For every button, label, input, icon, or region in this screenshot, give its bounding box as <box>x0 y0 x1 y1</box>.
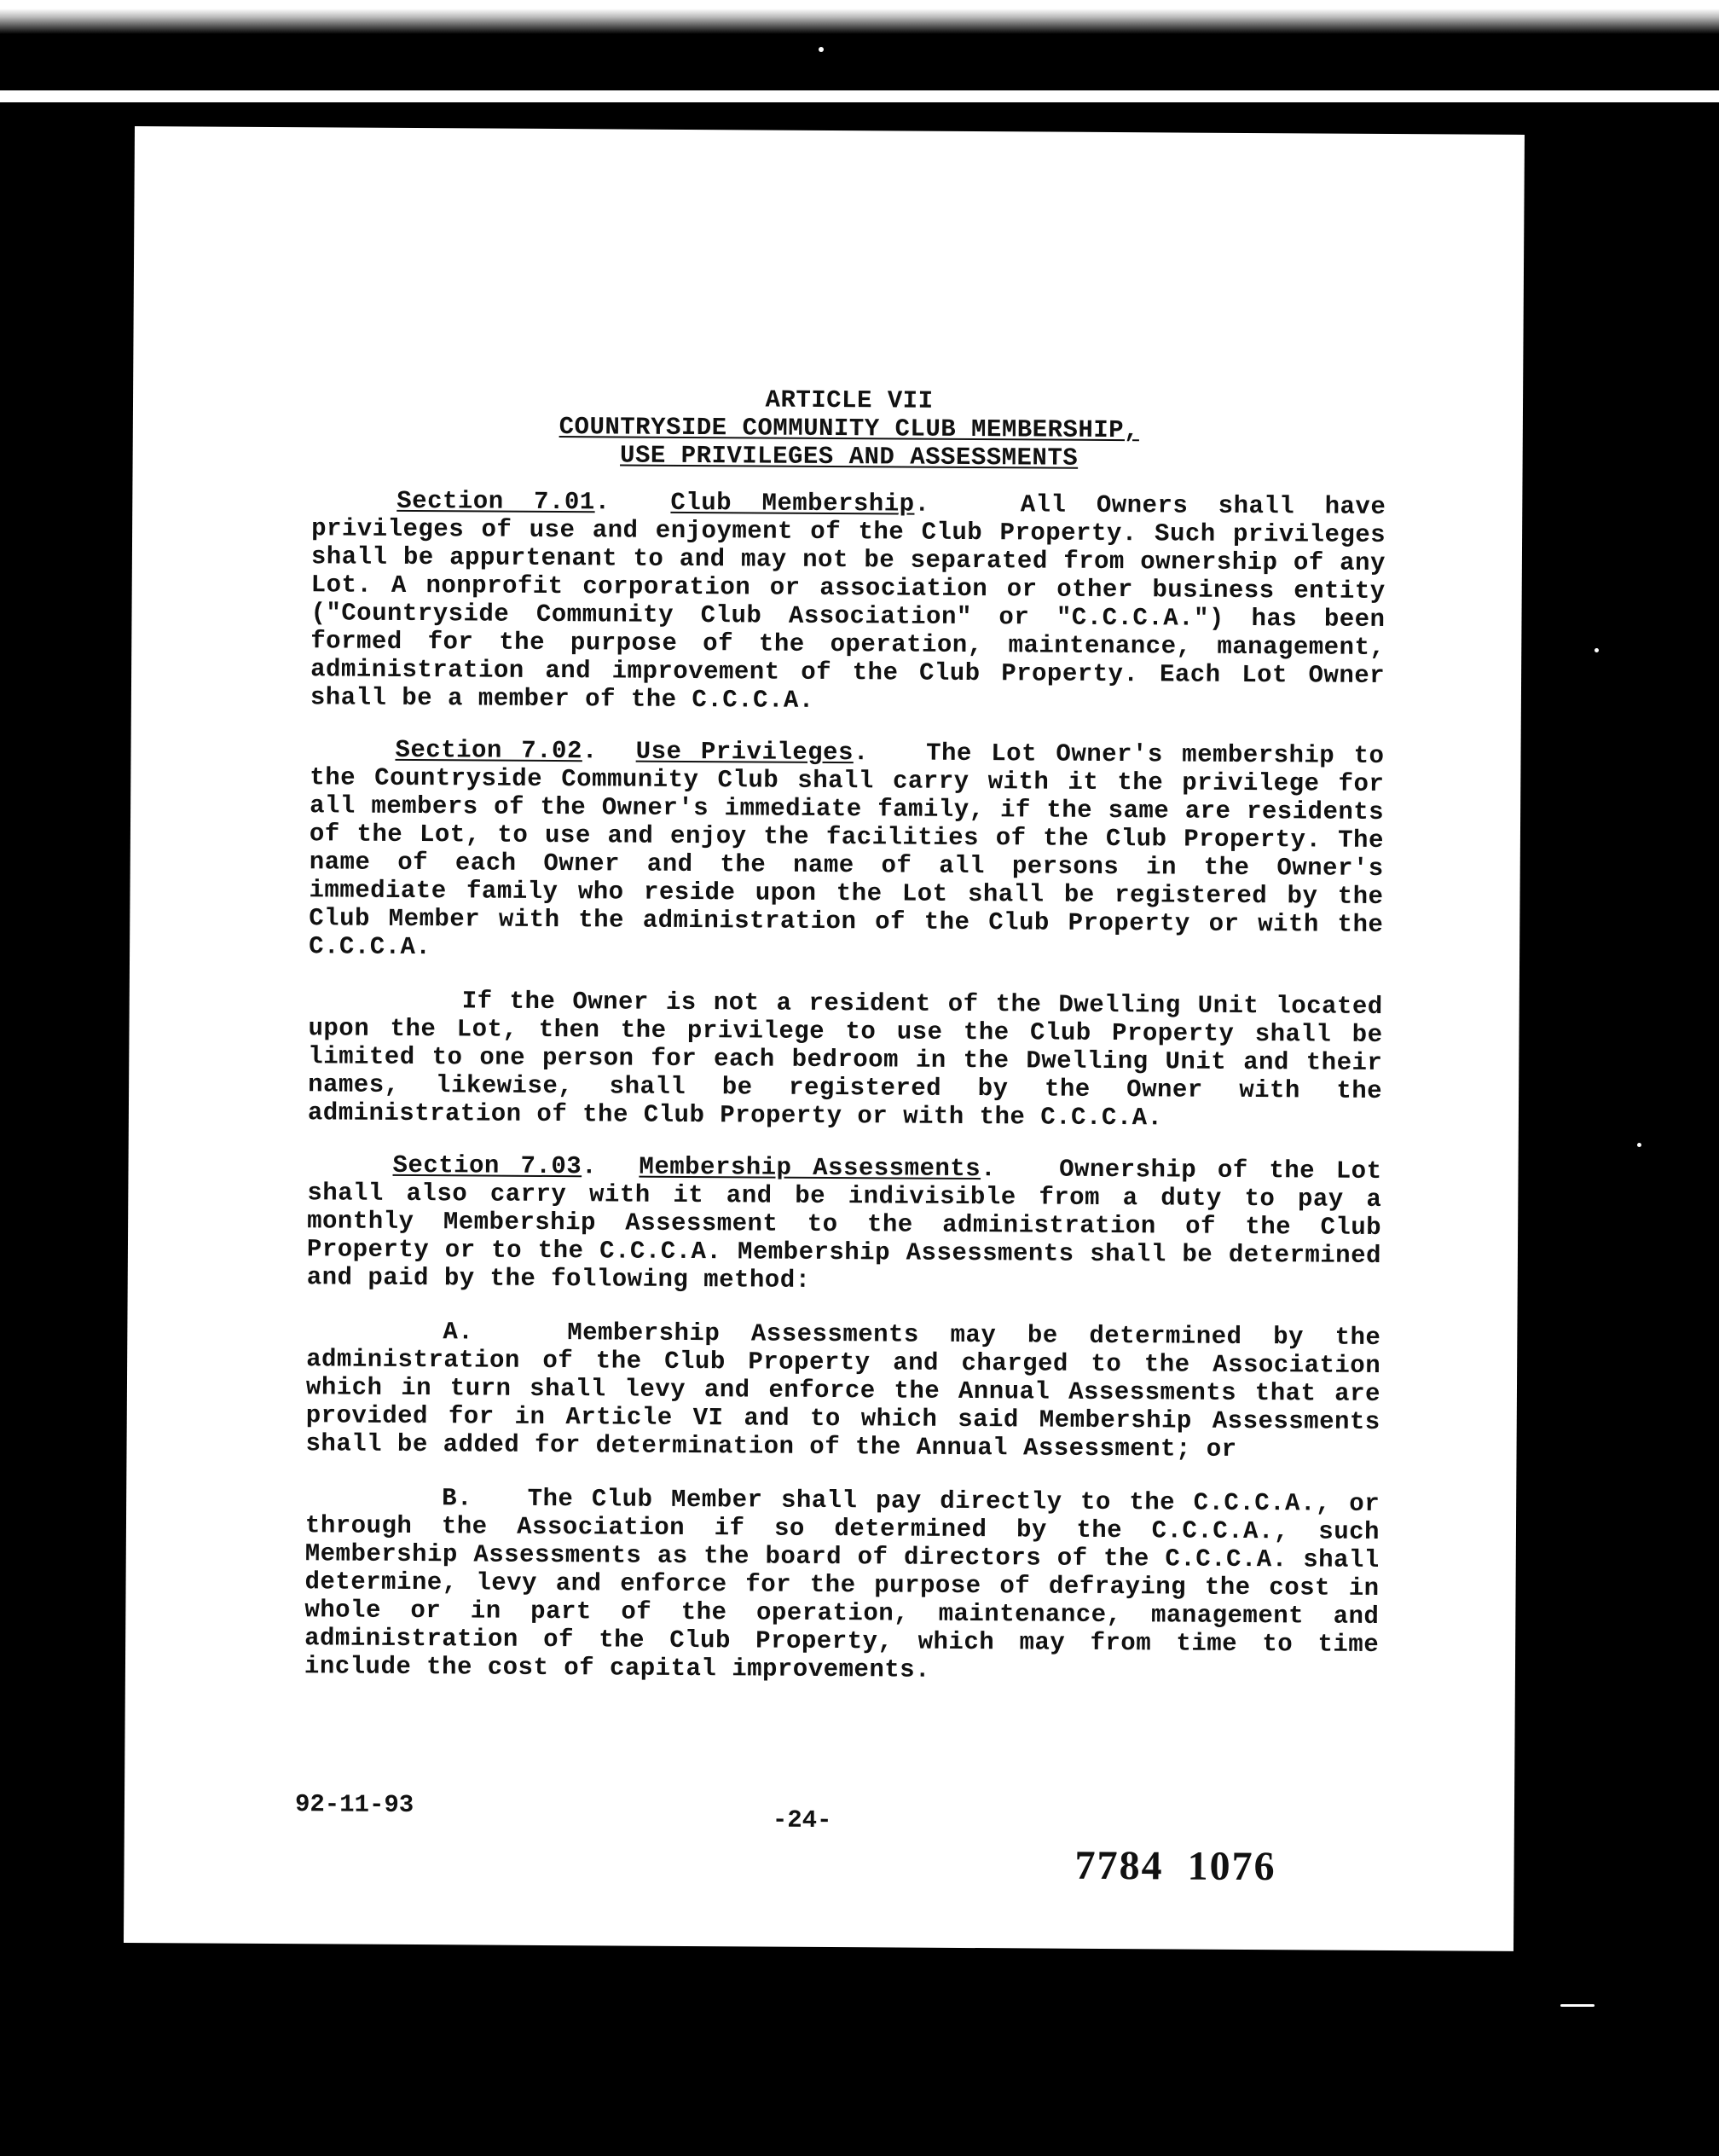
item-label: A. <box>443 1318 474 1347</box>
non-resident-paragraph: If the Owner is not a resident of the Dwelling Unit located upon the Lot, then the privilege to use the Club Property shall be limited to one person for each bedroom in the Dwelling Unit and their names, likewise, shall be registered by the Owner with the administration of the Club Property or with the C.C.C.A. <box>307 987 1383 1133</box>
section-number: Section 7.01 <box>396 486 595 517</box>
article-title-line-2: USE PRIVILEGES AND ASSESSMENTS <box>620 441 1079 472</box>
item-a <box>305 1317 1380 1464</box>
section-number: Section 7.02 <box>395 735 583 766</box>
document-page <box>124 126 1525 1951</box>
footer-date-code: 92-11-93 <box>294 1790 414 1820</box>
section-body: All Owners shall have privileges of use and enjoyment of the Club Property. Such privileges shall be appurtenant to and may not be separated from ownership of any Lot. A nonprofit corporation or association or other business entity ("Countryside Community Club Association" or "C.C.C.A.") has been formed for the purpose of the operation, maintenance, management, administration and improvement of the Club Property. Each Lot Owner shall be a member of the C.C.C.A. <box>310 490 1386 715</box>
article-number: ARTICLE VII <box>765 385 934 415</box>
footer-page-number: -24- <box>772 1805 832 1835</box>
section-title: Club Membership <box>670 488 915 519</box>
scan-speck <box>1595 648 1599 652</box>
scan-speck <box>1560 2004 1595 2007</box>
item-b <box>304 1483 1380 1687</box>
scan-top-rule <box>0 90 1719 102</box>
item-text: The Club Member shall pay directly to the C.C.C.A., or through the Association if so determined by the C.C.C.A., such Membership Assessments as the board of directors of the C.C.C.A. shall determine, levy and enforce for the purpose of defraying the cost in whole or in part of the operation, maintenance, management and administration of the Club Property, which may from time to time include the cost of capital improvements. <box>304 1484 1380 1684</box>
item-text: Membership Assessments may be determined by the administration of the Club Property and charged to the Association which in turn shall levy and enforce the Annual Assessments that are provided for in Article VI and to which said Membership Assessments shall be added for determination of the Annual Assessment; or <box>305 1319 1381 1463</box>
section-number: Section 7.03 <box>392 1150 582 1181</box>
section-7-03: Section 7.03. Membership Assessments. Ownership of the Lot shall also carry with it and be indivisible from a duty to pay a monthly Membership Assessment to the administration of the Club Property or to the C.C.C.A. Membership Assessments shall be determined and paid by the following method: <box>306 1150 1382 1295</box>
scan-top-edge <box>0 0 1719 34</box>
item-label: B. <box>442 1484 473 1513</box>
section-7-01: Section 7.01. Club Membership. All Owners shall have privileges of use and enjoyment of the Club Property. Such privileges shall be appurtenant to and may not be separated from ownership of any Lot. A nonprofit corporation or association or other business entity ("Countryside Community Club Association" or "C.C.C.A.") has been formed for the purpose of the operation, maintenance, management, administration and improvement of the Club Property. Each Lot Owner shall be a member of the C.C.C.A. <box>310 486 1386 715</box>
scan-speck <box>1637 1143 1641 1147</box>
section-body: The Lot Owner's membership to the Countryside Community Club shall carry with it the privilege for all members of the Owner's immediate family, if the same are residents of the Lot, to use and enjoy the facilities of the Club Property. The name of each Owner and the name of all persons in the Owner's immediate family who reside upon the Lot shall be registered by the Club Member with the administration of the Club Property or with the C.C.C.A. <box>309 739 1385 962</box>
section-title: Membership Assessments <box>639 1152 981 1184</box>
article-heading <box>312 383 1387 474</box>
document-body <box>304 383 1386 1711</box>
section-7-02: Section 7.02. Use Privileges. The Lot Owner's membership to the Countryside Community Club shall carry with it the privilege for all members of the Owner's immediate family, if the same are residents of the Lot, to use and enjoy the facilities of the Club Property. The name of each Owner and the name of all persons in the Owner's immediate family who reside upon the Lot shall be registered by the Club Member with the administration of the Club Property or with the C.C.C.A. <box>309 735 1385 962</box>
recording-stamp: 7784 1076 <box>1074 1842 1276 1890</box>
section-body: Ownership of the Lot shall also carry with it and be indivisible from a duty to pay a monthly Membership Assessment to the administration of the Club Property or to the C.C.C.A. Membership Assessments shall be determined and paid by the following method: <box>306 1155 1382 1295</box>
article-title-line-1: COUNTRYSIDE COMMUNITY CLUB MEMBERSHIP, <box>559 413 1140 445</box>
section-title: Use Privileges <box>635 737 854 768</box>
scan-speck <box>819 47 824 52</box>
